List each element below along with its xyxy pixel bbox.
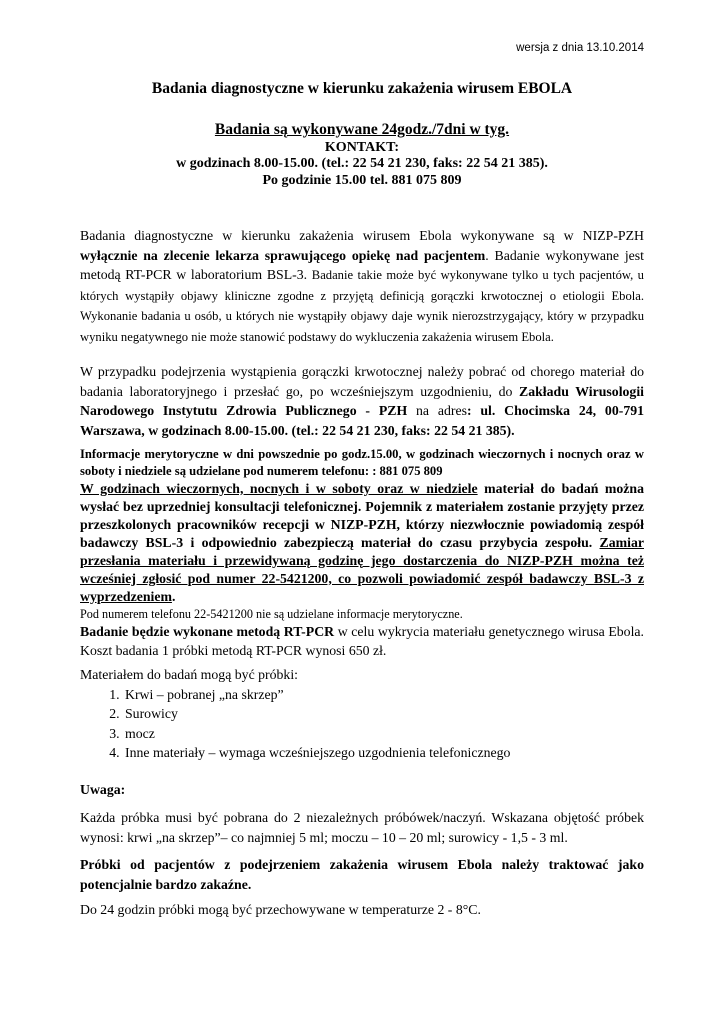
list-item: 2. Surowicy <box>123 704 644 724</box>
address-label: na adres <box>407 403 467 418</box>
list-item: 3. mocz <box>123 724 644 744</box>
after-hours-info: Informacje merytoryczne w dni powszednie po godz.15.00, w godzinach wieczornych i nocnych oraz w soboty i niedziele są udzielane pod numerem telefonu: : 881 075 809 <box>80 447 644 478</box>
after-hours-text: materiał do badań można wysłać bez uprzedniej konsultacji telefonicznej. Pojemnik z materiałem zostanie przyjęty przez przeszkolonych pracowników recepcji w NIZP-PZH, którzy niezwłocznie powiadomią zespół badawczy BSL-3 i odpowiednio zabezpieczą materiał do czasu przybycia zespołu. <box>80 480 644 550</box>
notice-period: . <box>171 588 176 604</box>
document-title: Badania diagnostyczne w kierunku zakażenia wirusem EBOLA <box>151 80 573 97</box>
list-item: 1. Krwi – pobranej „na skrzep” <box>123 685 644 705</box>
method-text: w celu wykrycia materiału genetycznego wirusa Ebola. Koszt badania 1 próbki metodą RT-PCR wynosi 650 zł. <box>80 624 644 659</box>
materials-list <box>80 685 644 763</box>
paragraph-after-hours <box>80 446 644 660</box>
sample-volume-paragraph: Każda próbka musi być pobrana do 2 niezależnych próbówek/naczyń. Wskazana objętość próbek wynosi: krwi „na skrzep”– co najmniej 5 ml; moczu – 10 – 20 ml; surowicy - 1,5 - 3 ml. <box>80 810 644 845</box>
materials-intro: Materiałem do badań mogą być próbki: <box>80 667 299 682</box>
intro-bold: wyłącznie na zlecenie lekarza sprawującego opiekę nad pacjentem <box>80 247 486 263</box>
after-hours-phone: Po godzinie 15.00 tel. 881 075 809 <box>262 173 462 188</box>
intro-method: . Badanie wykonywane jest metodą RT-PCR w laboratorium BSL-3. <box>80 247 644 282</box>
paragraph-intro <box>80 226 644 347</box>
suspicion-text: W przypadku podejrzenia wystąpienia gorączki krwotocznej należy pobrać od chorego materiał do badania laboratoryjnego i przesłać go, po wcześniejszym uzgodnieniu, do <box>80 364 644 399</box>
list-item: 4. Inne materiały – wymaga wcześniejszego uzgodnienia telefonicznego <box>123 743 644 763</box>
method-line <box>80 622 644 660</box>
version-date: wersja z dnia 13.10.2014 <box>516 42 644 54</box>
paragraph-suspicion <box>80 362 644 440</box>
note-heading: Uwaga: <box>80 782 126 797</box>
storage-paragraph: Do 24 godzin próbki mogą być przechowywane w temperaturze 2 - 8°C. <box>80 902 481 917</box>
contact-hours: w godzinach 8.00-15.00. (tel.: 22 54 21 230, faks: 22 54 21 385). <box>176 156 548 171</box>
schedule-heading: Badania są wykonywane 24godz./7dni w tyg. <box>214 121 510 138</box>
intro-text: Badania diagnostyczne w kierunku zakażenia wirusem Ebola wykonywane są w NIZP-PZH <box>80 228 644 243</box>
materials-section <box>80 665 644 763</box>
after-hours-underlined: W godzinach wieczornych, nocnych i w soboty oraz w niedziele <box>80 480 478 496</box>
infectious-warning: Próbki od pacjentów z podejrzeniem zakażenia wirusem Ebola należy traktować jako potencjalnie bardzo zakaźne. <box>80 857 644 892</box>
phone-note: Pod numerem telefonu 22-5421200 nie są udzielane informacje merytoryczne. <box>80 606 463 621</box>
lab-address: : ul. Chocimska 24, 00-791 Warszawa, w godzinach 8.00-15.00. (tel.: 22 54 21 230, faks: 22 54 21 385). <box>80 403 645 438</box>
method-bold: Badanie będzie wykonane metodą RT-PCR <box>80 624 335 640</box>
intro-conditions: Badanie takie może być wykonywane tylko u tych pacjentów, u których wystąpiły objawy kliniczne zgodne z przyjętą definicją gorączki krwotocznej o etiologii Ebola. Wykonanie badania u osób, u których nie wystąpiły objawy daje wynik nierozstrzygający, który w przypadku wyniku negatywnego nie może stanowić podstawy do wykluczenia zakażenia wirusem Ebola. <box>80 268 644 344</box>
lab-name: Zakładu Wirusologii Narodowego Instytutu Zdrowia Publicznego - PZH <box>80 383 644 418</box>
after-hours-procedure <box>80 480 644 606</box>
notice-underlined: Zamiar przesłania materiału i przewidywaną godzinę jego dostarczenia do NIZP-PZH można też wcześniej zgłosić pod numer 22-5421200, co pozwoli powiadomić zespół badawczy BSL-3 z wyprzedzeniem <box>80 534 644 604</box>
contact-label: KONTAKT: <box>324 140 400 155</box>
